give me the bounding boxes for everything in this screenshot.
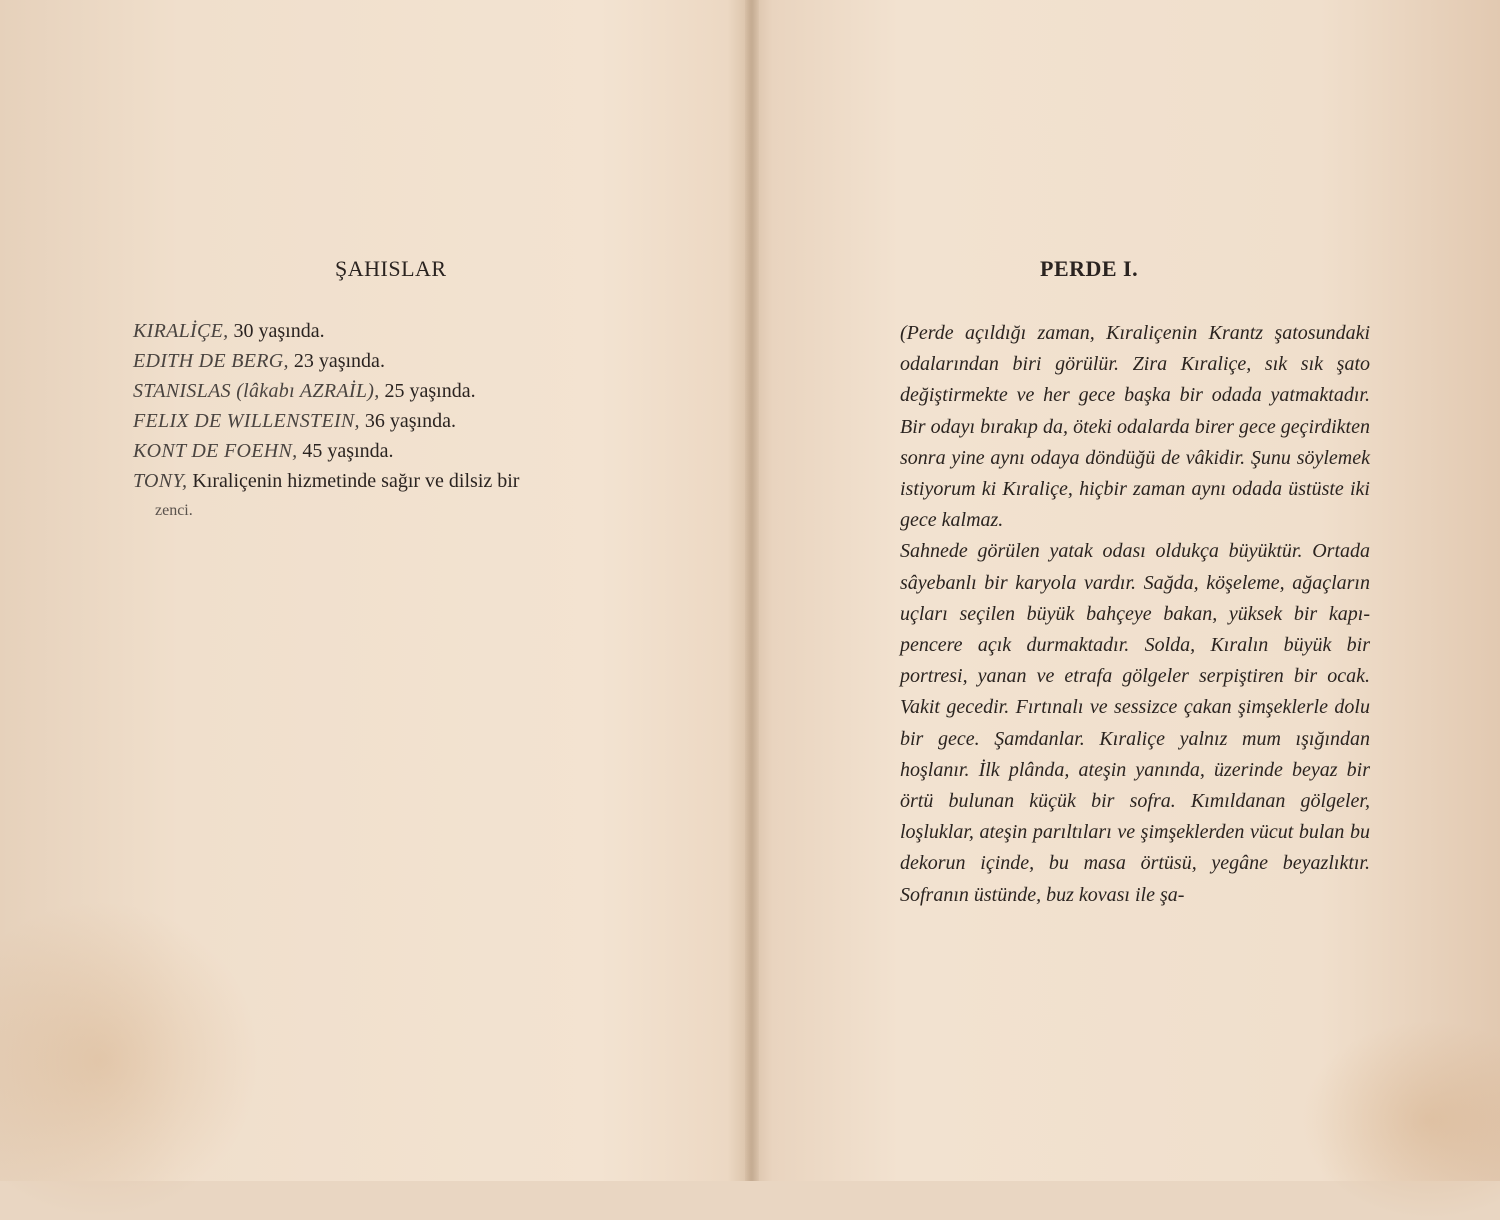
paragraph: Sahnede görülen yatak odası oldukça büyüktür. Ortada sâyebanlı bir karyola vardır. Sağda, köşeleme, ağaçların uçları seçilen büyük bahçeye bakan, yüksek bir kapı-pencere açık durmaktadır. Solda, Kıralın büyük bir portresi, yanan ve etrafa gölgeler serpiştiren bir ocak. Vakit gecedir. Fırtınalı ve sessizce çakan şimşeklerle dolu bir gece. Şamdanlar. Kıraliçe yalnız mum ışığından hoşlanır. İlk plânda, ateşin yanında, üzerinde beyaz bir örtü bulunan küçük bir sofra. Kımıldanan gölgeler, loşluklar, ateşin parıltıları ve şimşeklerden vücut bulan bu dekorun içinde, bu masa örtüsü, yegâne beyazlıktır. Sofranın üstünde, buz kovası ile şa- (900, 540, 1370, 906)
right-page (755, 0, 1500, 1181)
cast-name: EDITH DE BERG, (133, 350, 289, 372)
cast-name: FELIX DE WILLENSTEIN, (133, 410, 360, 432)
cast-desc: 36 yaşında. (364, 410, 456, 432)
cast-desc: 45 yaşında. (302, 440, 394, 462)
cast-desc: 23 yaşında. (293, 350, 385, 372)
cast-row (133, 436, 673, 466)
paragraph: (Perde açıldığı zaman, Kıraliçenin Krantz şatosundaki odalarından biri görülür. Zira Kıraliçe, sık sık şato değiştirmekte ve her gece başka bir odada yatmaktadır. Bir odayı bırakıp da, öteki odalarda birer gece geçirdikten sonra yine aynı odaya döndüğü de vâkidir. Şunu söylemek istiyorum ki Kıraliçe, hiçbir zaman aynı odada üstüste iki gece kalmaz. (900, 322, 1370, 532)
left-page (0, 0, 750, 1181)
cast-desc: 30 yaşında. (233, 320, 325, 342)
cast-heading: ŞAHISLAR (335, 256, 447, 281)
cast-list (133, 316, 673, 526)
cast-row (133, 466, 673, 496)
cast-continuation: zenci. (155, 502, 193, 519)
cast-row (133, 406, 673, 436)
act-heading: PERDE I. (1040, 256, 1139, 281)
cast-name: KIRALİÇE, (133, 320, 229, 342)
cast-row (133, 376, 673, 406)
cast-desc: 25 yaşında. (384, 380, 476, 402)
cast-row (133, 346, 673, 376)
stage-directions (900, 318, 1370, 911)
cast-name: STANISLAS (lâkabı AZRAİL), (133, 380, 380, 402)
cast-row (133, 316, 673, 346)
cast-desc: Kıraliçenin hizmetinde sağır ve dilsiz bir (192, 470, 520, 492)
cast-name: TONY, (133, 470, 188, 492)
cast-name: KONT DE FOEHN, (133, 440, 298, 462)
